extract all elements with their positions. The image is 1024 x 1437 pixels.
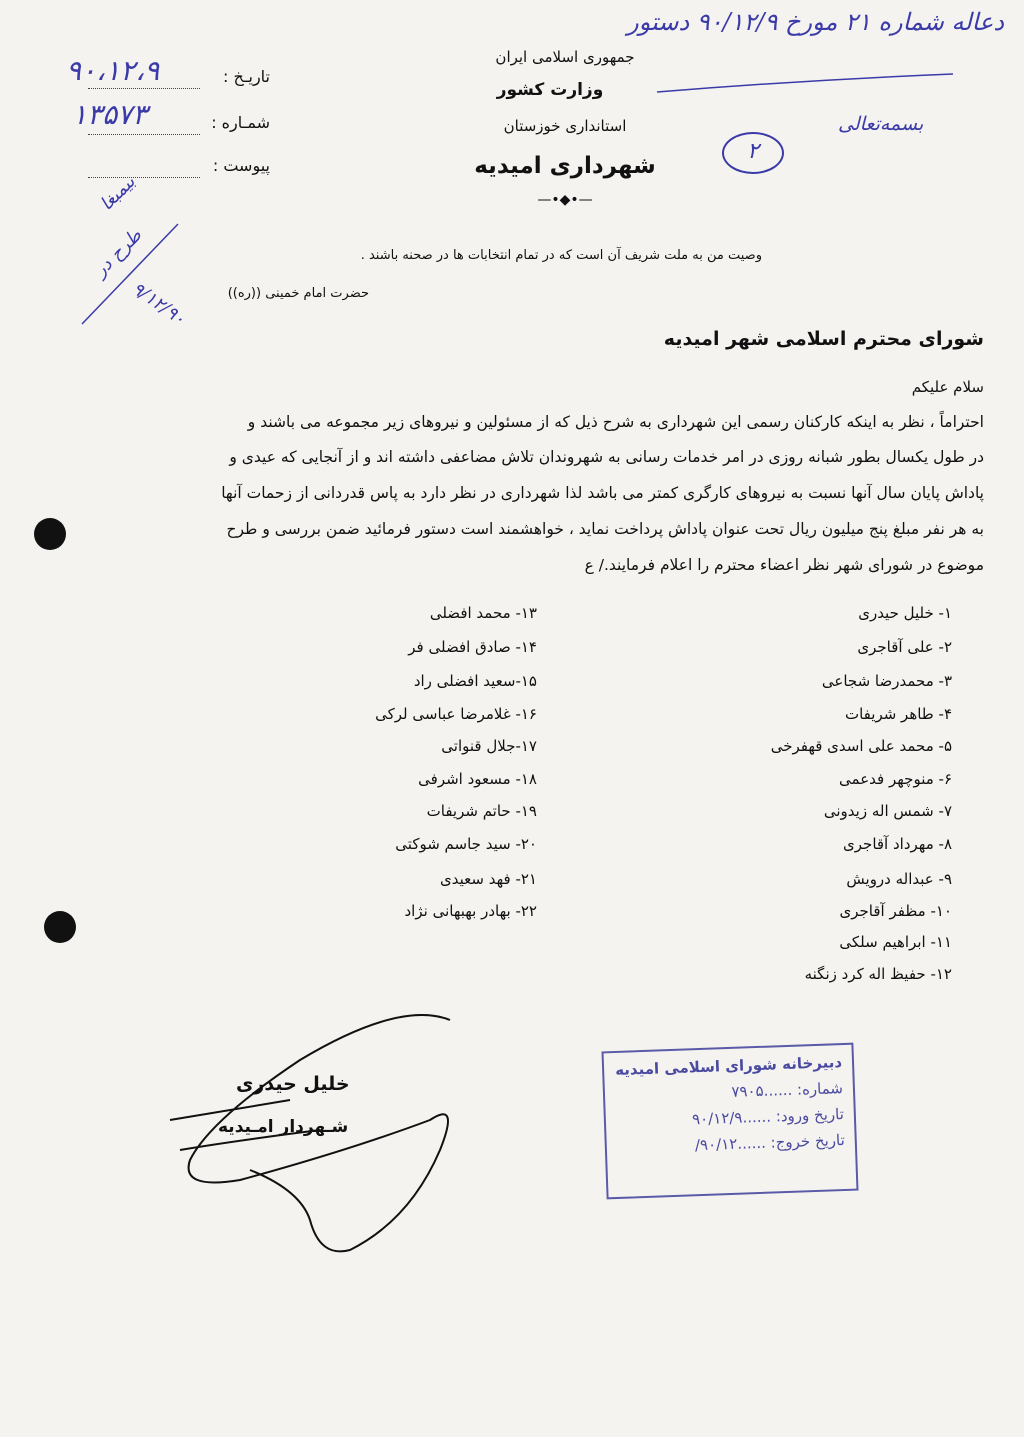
margin-note-line2: طرح در xyxy=(90,224,147,281)
stamp-line-1: دبیرخانه شورای اسلامی امیدیه xyxy=(614,1053,843,1079)
list-item: ۵- محمد علی اسدی قهفرخی xyxy=(770,737,952,755)
stamp-line-2: شماره: ......۷۹۰۵ xyxy=(731,1079,844,1101)
list-item: ۱۳- محمد افضلی xyxy=(429,604,537,622)
list-item: ۶- منوچهر فدعمی xyxy=(839,770,952,788)
body-line-3: پاداش پایان سال آنها نسبت به نیروهای کارگری کمتر می باشد لذا شهرداری در نظر دارد به پاس قدردانی از زحمات آنها xyxy=(221,484,984,502)
list-item: ۴- طاهر شریفات xyxy=(844,705,952,723)
signature-name: خلیل حیدری xyxy=(236,1073,350,1095)
list-item: ۱۲- حفیظ اله کرد زنگنه xyxy=(804,965,952,983)
margin-note-stroke xyxy=(78,220,188,330)
list-item: ۱۹- حاتم شریفات xyxy=(426,802,537,820)
date-label: تاریـخ : xyxy=(223,67,270,86)
list-item: ۱۶- غلامرضا عباسی لرکی xyxy=(375,705,537,723)
circled-number: ۲ xyxy=(722,132,784,174)
list-item: ۳- محمدرضا شجاعی xyxy=(821,672,952,690)
list-item: ۲- علی آقاجری xyxy=(857,638,952,656)
number-value: ۱۳۵۷۳ xyxy=(72,98,148,131)
margin-note-date: ۹/۱۲/۹۰ xyxy=(127,278,190,330)
secretariat-stamp xyxy=(601,1043,858,1200)
recipient-title: شورای محترم اسلامی شهر امیدیه xyxy=(663,328,984,350)
list-item: ۲۱- فهد سعیدی xyxy=(440,870,537,888)
letterhead-province: استانداری خوزستان xyxy=(503,117,627,135)
letterhead-ministry: وزارت کشور xyxy=(496,80,604,100)
letterhead-divider: —•◆•— xyxy=(537,192,593,208)
top-handwritten-note: دعاله شماره ۲۱ مورخ ۹۰/۱۲/۹ دستور xyxy=(627,8,1004,36)
stamp-line-3: تاریخ ورود: ......۹۰/۱۲/۹ xyxy=(691,1105,845,1129)
list-item: ۱- خلیل حیدری xyxy=(858,604,952,622)
attachment-label: پیوست : xyxy=(212,156,270,175)
list-item: ۱۷-جلال قنواتی xyxy=(441,737,537,755)
basmala: بسمه‌تعالی xyxy=(838,113,924,135)
date-value: ۹۰،۱۲،۹ xyxy=(66,54,160,87)
letterhead-municipality: شهرداری امیدیه xyxy=(474,153,656,179)
attachment-line xyxy=(88,159,200,178)
list-item: ۸- مهرداد آقاجری xyxy=(843,835,952,853)
list-item: ۲۰- سید جاسم شوکتی xyxy=(395,835,537,853)
list-item: ۹- عبداله درویش xyxy=(846,870,952,888)
list-item: ۷- شمس اله زیدونی xyxy=(823,802,952,820)
list-item: ۲۲- بهادر بهبهانی نژاد xyxy=(404,902,537,920)
list-item: ۱۴- صادق افضلی فر xyxy=(408,638,537,656)
list-item: ۱۸- مسعود اشرفی xyxy=(418,770,537,788)
signature-title: شـهردار امـیدیه xyxy=(218,1117,349,1137)
body-line-1: احتراماً ، نظر به اینکه کارکنان رسمی این شهرداری به شرح ذیل که از مسئولین و نیروهای زیر مجموعه می باشند و xyxy=(247,413,984,431)
list-item: ۱۱- ابراهیم سلکی xyxy=(839,933,952,951)
list-item: ۱۰- مظفر آقاجری xyxy=(839,902,952,920)
quote-attribution: حضرت امام خمینی ((ره)) xyxy=(227,286,369,301)
body-line-2: در طول یکسال بطور شبانه روزی در امر خدمات رسانی به شهروندان تلاش مضاعفی داشته اند و از آنجایی که عیدی و xyxy=(229,448,984,466)
quote-text: وصیت من به ملت شریف آن است که در تمام انتخابات ها در صحنه باشند . xyxy=(360,248,762,263)
greeting: سلام علیکم xyxy=(911,378,984,396)
stamp-line-4: تاریخ خروج: ......۹۰/۱۲/ xyxy=(694,1131,846,1155)
letterhead-republic: جمهوری اسلامی ایران xyxy=(495,48,635,66)
margin-note-line1: بیمبغا xyxy=(96,171,140,215)
number-label: شمـاره : xyxy=(211,113,270,132)
handwritten-underline xyxy=(655,70,955,100)
body-line-4: به هر نفر مبلغ پنج میلیون ریال تحت عنوان پاداش پرداخت نماید ، خواهشمند است دستور فرمائید ضمن بررسی و طرح xyxy=(226,520,984,538)
punch-hole-bottom xyxy=(44,911,76,943)
body-line-5: موضوع در شورای شهر نظر اعضاء محترم را اعلام فرمایند./ ع xyxy=(584,556,984,574)
list-item: ۱۵-سعید افضلی راد xyxy=(413,672,537,690)
punch-hole-top xyxy=(34,518,66,550)
